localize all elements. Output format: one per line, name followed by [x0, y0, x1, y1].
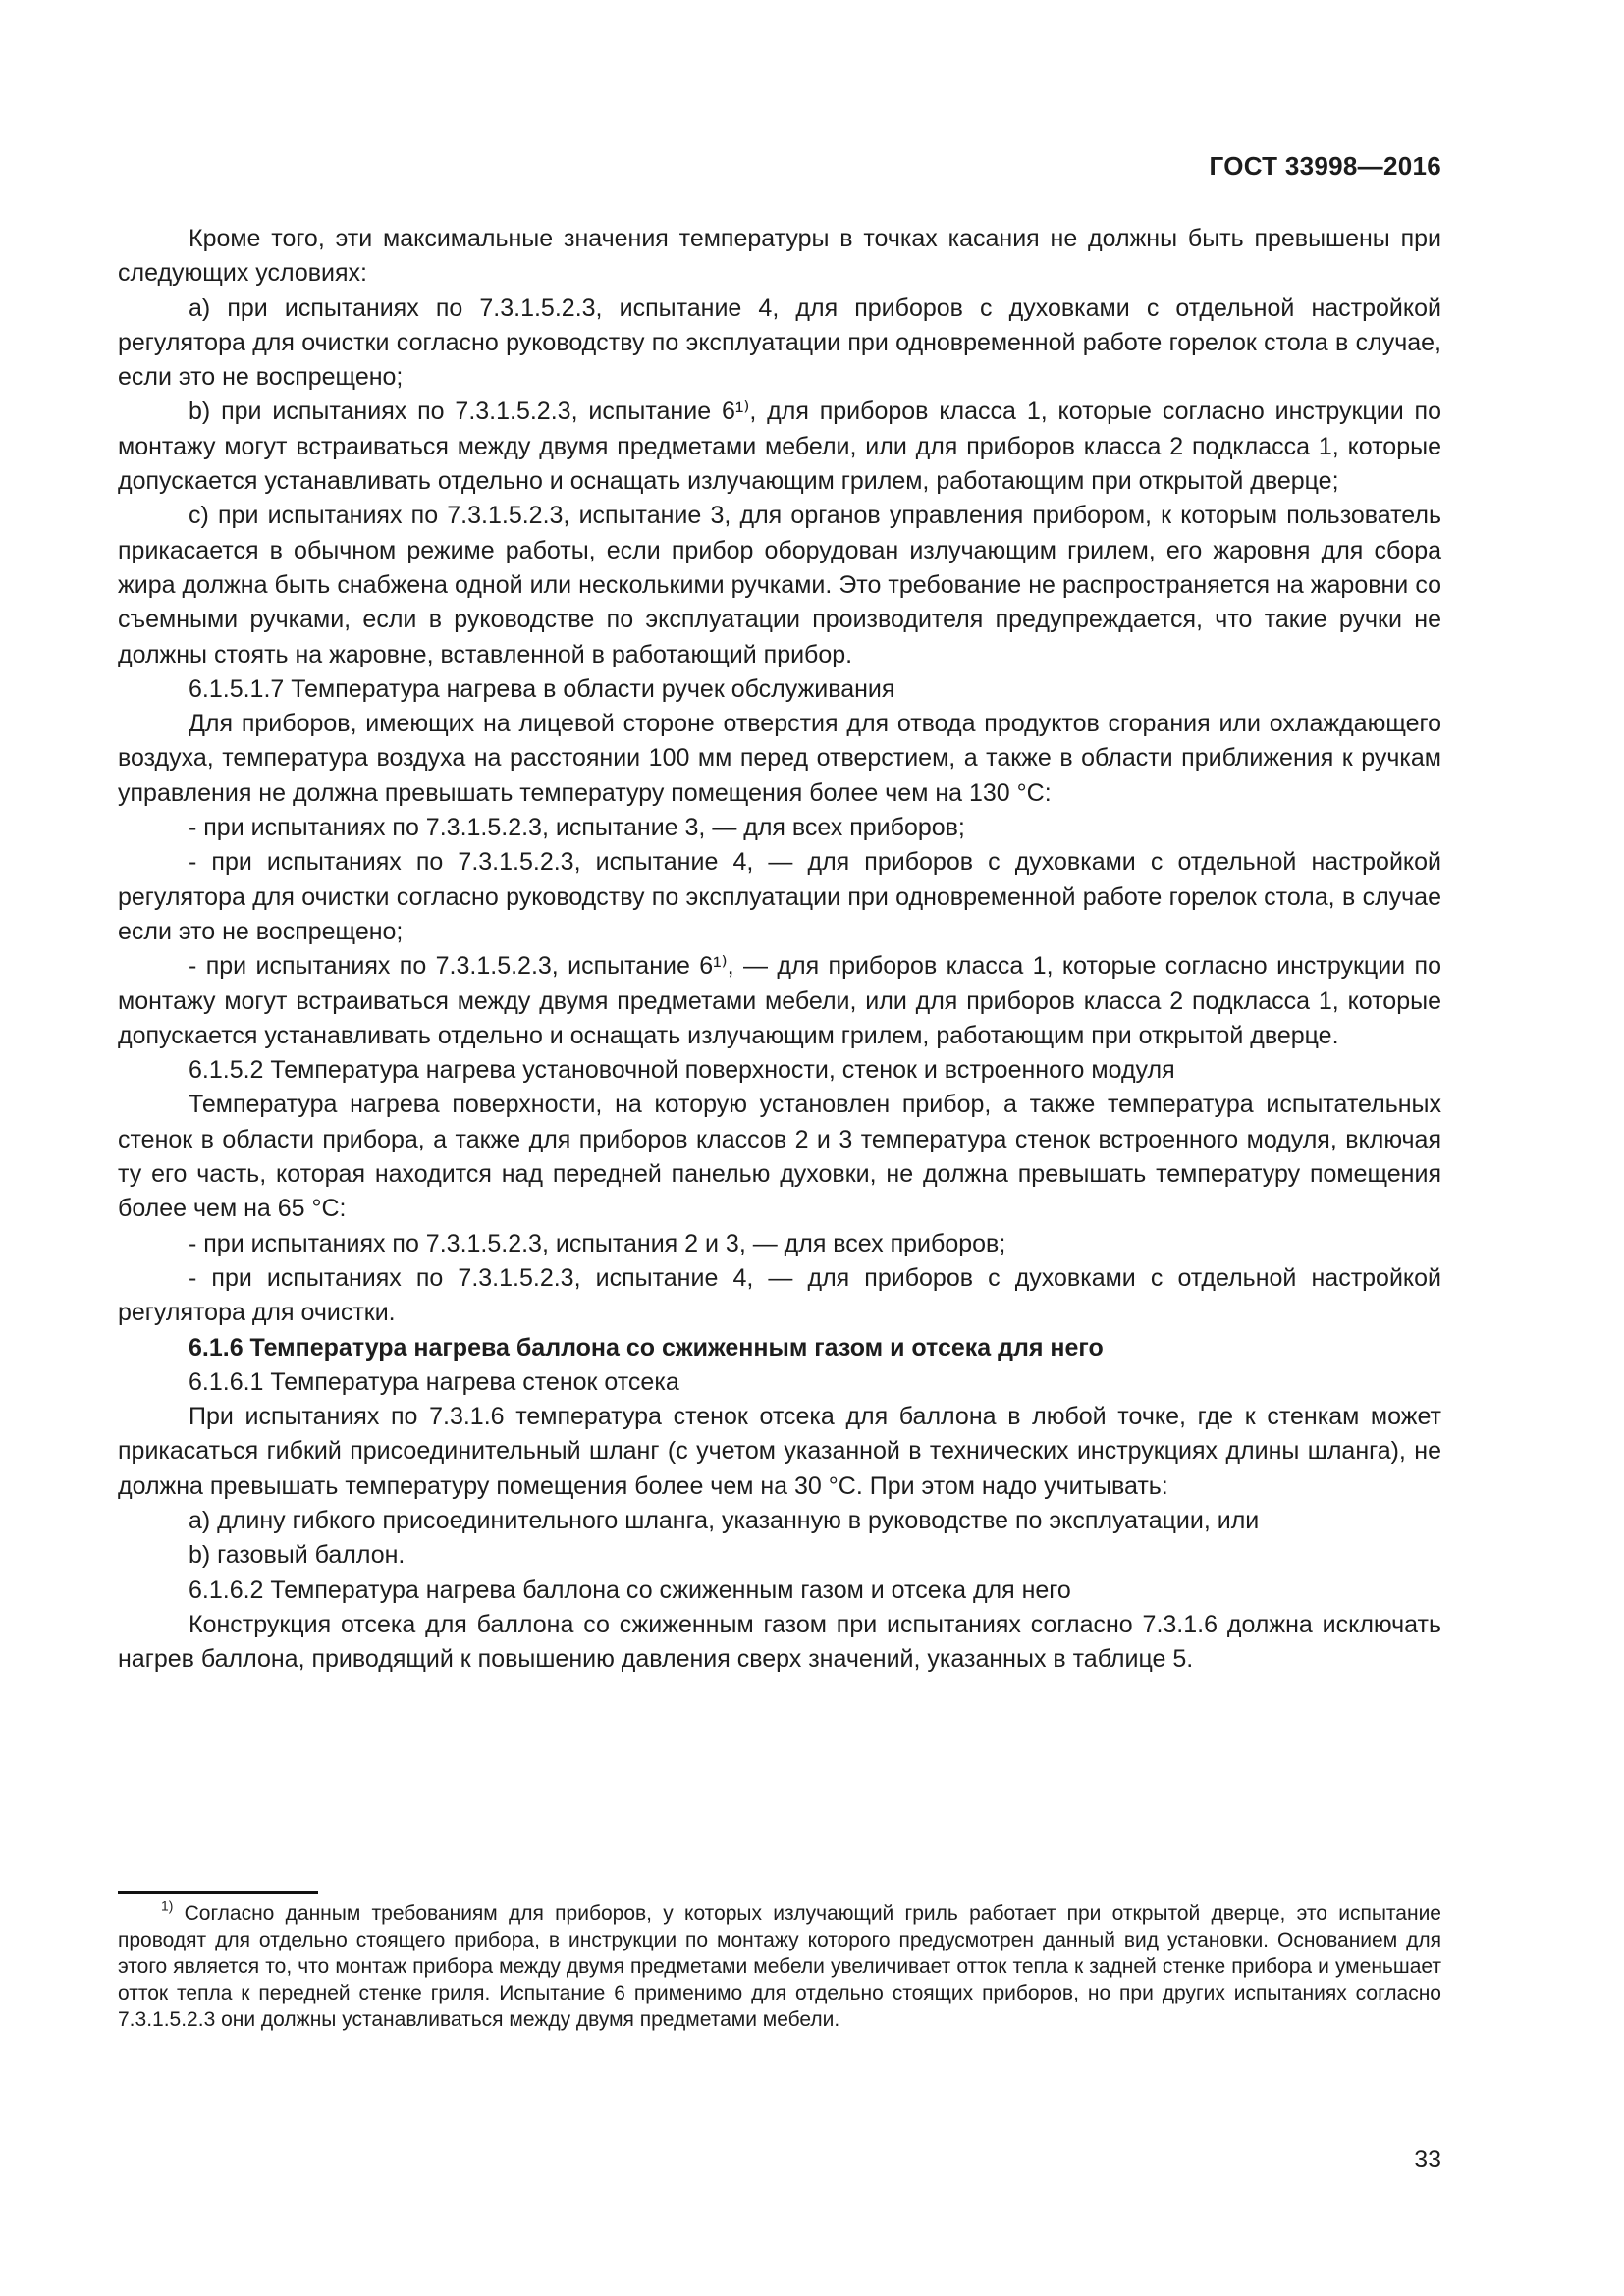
- paragraph: При испытаниях по 7.3.1.6 температура стенок отсека для баллона в любой точке, где к стенкам может прикасаться гибкий присоединительный шланг (с учетом указанной в технических инструкциях длины шланга), не должна превышать температуру помещения более чем на 30 °C. При этом надо учитывать:: [118, 1403, 1441, 1500]
- list-item: - при испытаниях по 7.3.1.5.2.3, испытание 3, — для всех приборов;: [189, 814, 965, 842]
- paragraph: Кроме того, эти максимальные значения температуры в точках касания не должны быть превышены при следующих условиях:: [118, 225, 1441, 288]
- list-item: a) при испытаниях по 7.3.1.5.2.3, испытание 4, для приборов с духовками с отдельной настройкой регулятора для очистки согласно руководству по эксплуатации при одновременной работе горелок стола в случае, если это не воспрещено;: [118, 294, 1441, 392]
- section-heading: 6.1.6.2 Температура нагрева баллона со сжиженным газом и отсека для него: [189, 1575, 1071, 1604]
- list-item: c) при испытаниях по 7.3.1.5.2.3, испытание 3, для органов управления прибором, к которым пользователь прикасается в обычном режиме работы, если прибор оборудован излучающим грилем, его жаровня для сбора жира должна быть снабжена одной или несколькими ручками. Это требование не распространяется на жаровни со съемными ручками, если в руководстве по эксплуатации производителя предупреждается, что такие ручки не должны стоять на жаровне, вставленной в работающий прибор.: [118, 502, 1441, 668]
- footnote-divider: [118, 1891, 318, 1894]
- document-body: [118, 222, 1441, 1677]
- list-item: - при испытаниях по 7.3.1.5.2.3, испытание 6¹⁾, — для приборов класса 1, которые согласно инструкции по монтажу могут встраиваться между двумя предметами мебели, или для приборов класса 2 подкласса 1, которые допускается устанавливать отдельно и оснащать излучающим грилем, работающим при открытой дверце.: [118, 952, 1441, 1049]
- list-item: b) газовый баллон.: [189, 1541, 406, 1570]
- page-number: 33: [1414, 2146, 1441, 2173]
- footnote-body: Согласно данным требованиям для приборов, у которых излучающий гриль работает при открытой дверце, это испытание проводят для отдельно стоящего прибора, в инструкции по монтажу которого предусмотрен данный вид установки. Основанием для этого является то, что монтаж прибора между двумя предметами мебели увеличивает отток тепла к задней стенке прибора и уменьшает отток тепла к передней стенке гриля. Испытание 6 применимо для отдельно стоящих приборов, но при других испытаниях согласно 7.3.1.5.2.3 они должны устанавливаться между двумя предметами мебели.: [118, 1902, 1441, 2031]
- footnote: [118, 1897, 1441, 2033]
- paragraph: Конструкция отсека для баллона со сжиженным газом при испытаниях согласно 7.3.1.6 должна исключать нагрев баллона, приводящий к повышению давления сверх значений, указанных в таблице 5.: [118, 1610, 1441, 1674]
- list-item: - при испытаниях по 7.3.1.5.2.3, испытание 4, — для приборов с духовками с отдельной настройкой регулятора для очистки согласно руководству по эксплуатации при одновременной работе горелок стола, в случае если это не воспрещено;: [118, 848, 1441, 945]
- list-item: a) длину гибкого присоединительного шланга, указанную в руководстве по эксплуатации, или: [189, 1506, 1260, 1534]
- list-item: - при испытаниях по 7.3.1.5.2.3, испытание 4, — для приборов с духовками с отдельной настройкой регулятора для очистки.: [118, 1263, 1441, 1327]
- section-heading: 6.1.6.1 Температура нагрева стенок отсека: [189, 1367, 679, 1396]
- document-header: ГОСТ 33998—2016: [1209, 151, 1441, 181]
- section-heading: 6.1.5.2 Температура нагрева установочной поверхности, стенок и встроенного модуля: [189, 1056, 1175, 1085]
- list-item: - при испытаниях по 7.3.1.5.2.3, испытания 2 и 3, — для всех приборов;: [189, 1229, 1006, 1257]
- section-heading: 6.1.5.1.7 Температура нагрева в области ручек обслуживания: [189, 674, 895, 703]
- paragraph: Для приборов, имеющих на лицевой стороне отверстия для отвода продуктов сгорания или охлаждающего воздуха, температура воздуха на расстоянии 100 мм перед отверстием, а также в области приближения к ручкам управления не должна превышать температуру помещения более чем на 130 °C:: [118, 710, 1441, 807]
- section-heading-bold: 6.1.6 Температура нагрева баллона со сжиженным газом и отсека для него: [189, 1333, 1104, 1362]
- list-item: b) при испытаниях по 7.3.1.5.2.3, испытание 6¹⁾, для приборов класса 1, которые согласно инструкции по монтажу могут встраиваться между двумя предметами мебели, или для приборов класса 2 подкласса 1, которые допускается устанавливать отдельно и оснащать излучающим грилем, работающим при открытой дверце;: [118, 398, 1441, 496]
- footnote-text: [118, 1897, 1441, 2033]
- paragraph: Температура нагрева поверхности, на которую установлен прибор, а также температура испытательных стенок в области прибора, а также для приборов классов 2 и 3 температура стенок встроенного модуля, включая ту его часть, которая находится над передней панелью духовки, не должна превышать температуру помещения более чем на 65 °C:: [118, 1091, 1441, 1223]
- footnote-marker: 1): [161, 1897, 174, 1914]
